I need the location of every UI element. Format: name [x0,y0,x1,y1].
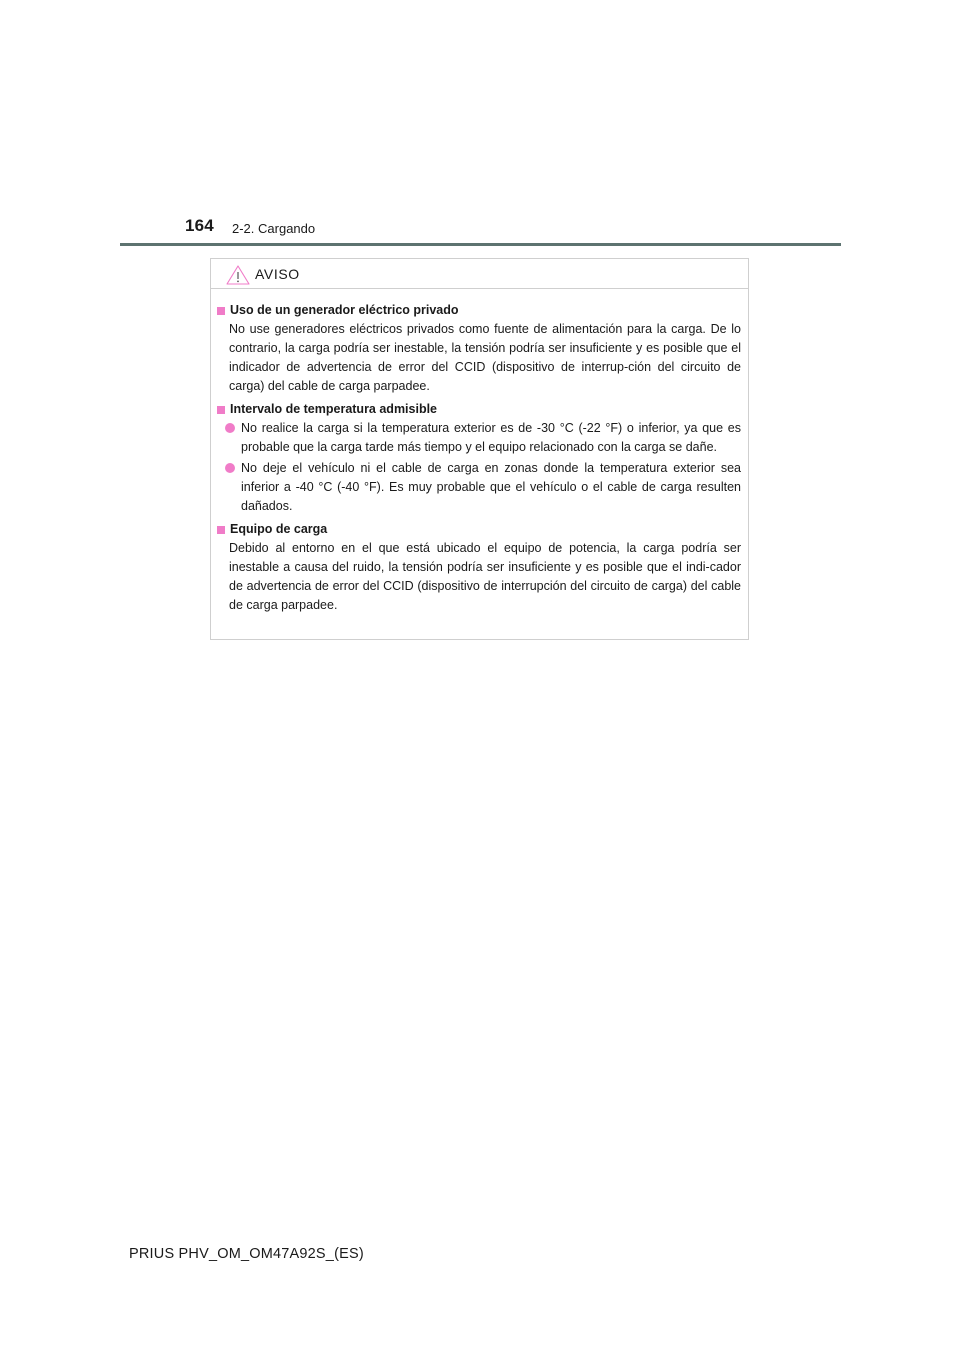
square-bullet-icon [217,307,225,315]
bullet-item [217,419,741,457]
warning-triangle-icon [226,265,250,285]
warning-header [211,259,748,289]
bullet-text: No realice la carga si la temperatura exterior es de -30 °C (-22 °F) o inferior, ya que es probable que la carga tarde más tiempo y el equipo relacionado con la carga se dañe. [241,421,741,454]
square-bullet-icon [217,406,225,414]
warning-section [217,301,741,396]
section-heading-text: Equipo de carga [230,522,328,536]
page-number: 164 [185,216,214,235]
bullet-text: No deje el vehículo ni el cable de carga en zonas donde la temperatura exterior sea inferior a -40 °C (-40 °F). Es muy probable que el vehículo o el cable de carga resulten dañados. [241,461,741,513]
section-heading [217,520,741,539]
square-bullet-icon [217,526,225,534]
header-rule [120,243,841,246]
warning-body [211,289,748,615]
section-text: No use generadores eléctricos privados como fuente de alimentación para la carga. De lo contrario, la carga podría ser inestable, la tensión podría ser insuficiente y es posible que el indicador de advertencia de error del CCID (dispositivo de interrup-ción del circuito de carga) del cable de carga parpadee. [229,322,741,393]
circle-bullet-icon [225,463,235,473]
warning-section [217,520,741,615]
circle-bullet-icon [225,423,235,433]
bullet-item [217,459,741,516]
warning-box [210,258,749,640]
section-title: 2-2. Cargando [232,221,316,236]
section-heading-text: Intervalo de temperatura admisible [230,402,438,416]
section-heading [217,400,741,419]
warning-section [217,400,741,516]
footer-doc-code: PRIUS PHV_OM_OM47A92S_(ES) [129,1246,364,1262]
section-heading [217,301,741,320]
section-heading-text: Uso de un generador eléctrico privado [230,303,459,317]
warning-label: AVISO [255,266,300,282]
section-text: Debido al entorno en el que está ubicado el equipo de potencia, la carga podría ser inestable a causa del ruido, la tensión podría ser insuficiente y es posible que el indi-cador de advertencia de error del CCID (dispositivo de interrupción del circuito de carga) del cable de carga parpadee. [229,541,741,612]
